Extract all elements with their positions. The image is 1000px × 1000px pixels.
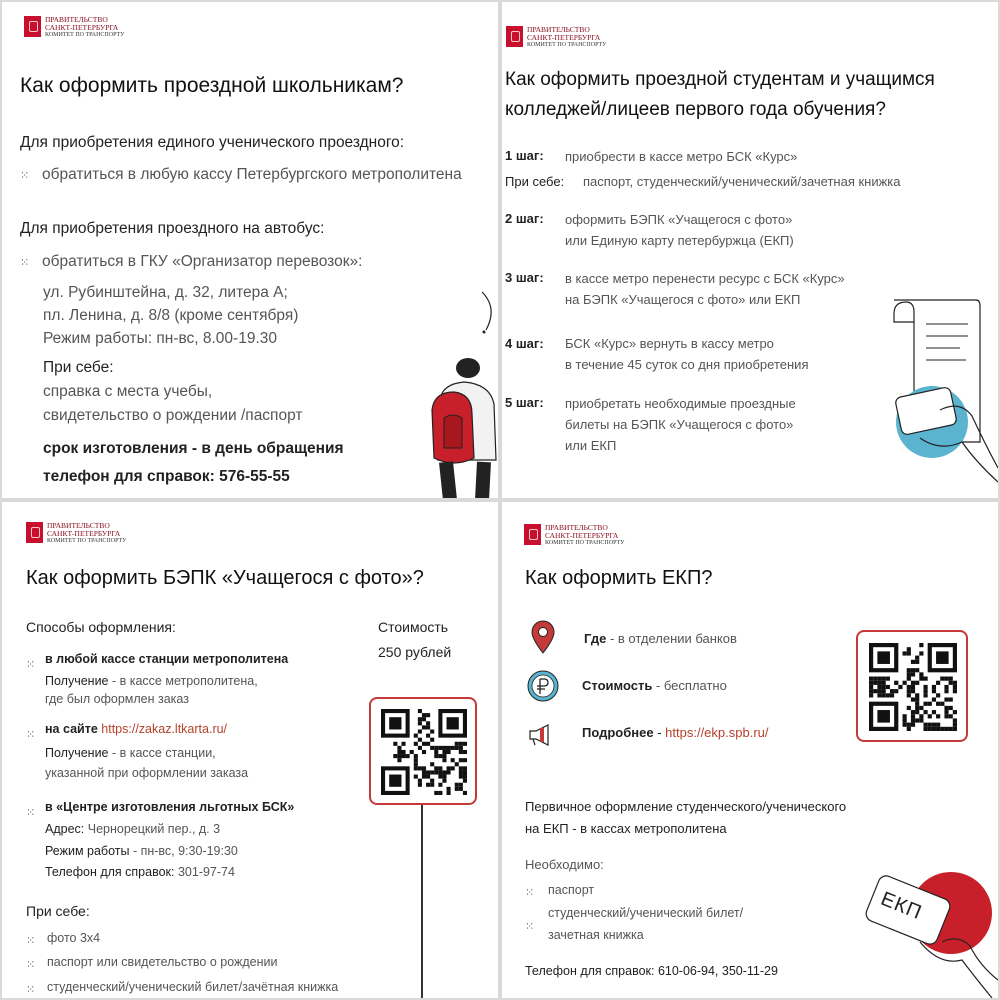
org-line2: САНКТ-ПЕТЕРБУРГА [527, 32, 601, 42]
bring-item: фото 3х4 [47, 931, 101, 945]
sign-pole [421, 802, 423, 998]
primary-text: Первичное оформление студенческого/ученического [525, 799, 847, 814]
where-row: Где - в отделении банков [584, 631, 737, 646]
step-text: на БЭПК «Учащегося с фото» или ЕКП [565, 292, 801, 307]
step-label: 5 шаг: [505, 395, 544, 410]
center-hours: Режим работы - пн-вс, 9:30-19:30 [45, 844, 238, 858]
step-text: в кассе метро перенести ресурс с БСК «Курс» [565, 271, 845, 286]
cost-row: Стоимость - бесплатно [582, 678, 727, 693]
org-line1: ПРАВИТЕЛЬСТВО [545, 523, 608, 532]
step-text: или ЕКП [565, 438, 617, 453]
center-address: Адрес: Чернорецкий пер., д. 3 [45, 822, 221, 836]
dotted-cross-icon: ⁙ [20, 170, 29, 182]
step-text: билеты на БЭПК «Учащегося с фото» [565, 417, 794, 432]
bring-item: свидетельство о рождении /паспорт [43, 407, 303, 424]
org-line2: САНКТ-ПЕТЕРБУРГА [45, 22, 119, 32]
dotted-cross-icon: ⁙ [26, 984, 35, 996]
org-line3: КОМИТЕТ ПО ТРАНСПОРТУ [527, 41, 607, 48]
gov-logo [24, 16, 124, 38]
panel-bepk [2, 502, 498, 998]
org-line3: КОМИТЕТ ПО ТРАНСПОРТУ [47, 537, 127, 544]
qr-code[interactable] [369, 697, 477, 805]
price-value: 250 рублей [378, 644, 452, 660]
primary-text: на ЕКП - в кассах метрополитена [525, 821, 727, 836]
need-label: Необходимо: [525, 857, 604, 872]
list-item: обратиться в ГКУ «Организатор перевозок»: [42, 253, 363, 270]
dotted-cross-icon: ⁙ [26, 729, 35, 741]
page-title-line2: колледжей/лицеев первого года обучения? [505, 99, 886, 120]
step-text: БСК «Курс» вернуть в кассу метро [565, 336, 774, 351]
step-label: 1 шаг: [505, 148, 544, 163]
org-line3: КОМИТЕТ ПО ТРАНСПОРТУ [545, 539, 625, 546]
panel-schoolchildren [2, 2, 498, 498]
org-line2: САНКТ-ПЕТЕРБУРГА [47, 528, 121, 538]
page-title: Как оформить ЕКП? [525, 567, 713, 589]
megaphone-icon [526, 723, 556, 747]
ruble-icon [526, 669, 560, 703]
coat-of-arms-icon [26, 522, 43, 543]
panel-students [502, 2, 998, 498]
site-link[interactable]: https://zakaz.ltkarta.ru/ [101, 722, 228, 736]
bring-label: При себе: [43, 359, 114, 376]
address-line: пл. Ленина, д. 8/8 (кроме сентября) [43, 307, 299, 324]
step-text: оформить БЭПК «Учащегося с фото» [565, 212, 793, 227]
dotted-cross-icon: ⁙ [26, 807, 35, 819]
need-item: зачетная книжка [548, 928, 644, 942]
step-label: 3 шаг: [505, 270, 544, 285]
need-item: студенческий/ученический билет/ [548, 906, 744, 920]
hours-line: Режим работы: пн-вс, 8.00-19.30 [43, 330, 277, 347]
step-text: или Единую карту петербуржца (ЕКП) [565, 233, 794, 248]
bring-item: паспорт или свидетельство о рождении [47, 955, 278, 969]
phone-text: телефон для справок: 576-55-55 [43, 468, 290, 485]
section-heading: Для приобретения единого ученического проездного: [20, 134, 405, 151]
way-title: на сайте https://zakaz.ltkarta.ru/ [45, 722, 228, 736]
phone-text: Телефон для справок: 610-06-94, 350-11-29 [525, 964, 778, 978]
org-line1: ПРАВИТЕЛЬСТВО [47, 521, 110, 530]
price-label: Стоимость [378, 619, 449, 635]
org-line1: ПРАВИТЕЛЬСТВО [527, 25, 590, 34]
student-backpack-illustration [420, 288, 498, 498]
section-heading: Для приобретения проездного на автобус: [20, 220, 325, 237]
way-title: в любой кассе станции метрополитена [45, 652, 289, 666]
way-detail: Получение - в кассе станции, [45, 746, 216, 760]
step-text: приобрести в кассе метро БСК «Курс» [565, 149, 798, 164]
page-title: Как оформить проездной школьникам? [20, 74, 404, 97]
bring-item: справка с места учебы, [43, 383, 213, 400]
dotted-cross-icon: ⁙ [26, 935, 35, 947]
ekp-link[interactable]: https://ekp.spb.ru/ [665, 725, 769, 740]
list-item: обратиться в любую кассу Петербургского метрополитена [42, 166, 462, 183]
bring-label: При себе: [26, 903, 90, 919]
coat-of-arms-icon [24, 16, 41, 37]
bring-text: паспорт, студенческий/ученический/зачетная книжка [583, 174, 901, 189]
center-phone: Телефон для справок: 301-97-74 [45, 865, 235, 879]
deadline-text: срок изготовления - в день обращения [43, 440, 344, 457]
location-pin-icon [528, 619, 558, 655]
qr-code[interactable] [856, 630, 968, 742]
org-line1: ПРАВИТЕЛЬСТВО [45, 15, 108, 24]
ways-label: Способы оформления: [26, 619, 176, 635]
coat-of-arms-icon [506, 26, 523, 47]
step-label: 4 шаг: [505, 336, 544, 351]
need-item: паспорт [548, 883, 595, 897]
gov-logo [506, 26, 606, 48]
ekp-card-illustration [862, 872, 998, 998]
dotted-cross-icon: ⁙ [525, 921, 534, 933]
bring-item: студенческий/ученический билет/зачётная книжка [47, 980, 339, 994]
step-text: в течение 45 суток со дня приобретения [565, 357, 809, 372]
address-line: ул. Рубинштейна, д. 32, литера А; [43, 284, 288, 301]
step-text: приобретать необходимые проездные [565, 396, 796, 411]
page-title: Как оформить проездной студентам и учащимся [505, 69, 935, 90]
more-row: Подробнее - https://ekp.spb.ru/ [582, 725, 769, 740]
panel-ekp [502, 502, 998, 998]
way-detail: указанной при оформлении заказа [45, 766, 249, 780]
qr-code-icon [869, 643, 957, 731]
org-line2: САНКТ-ПЕТЕРБУРГА [545, 530, 619, 540]
dotted-cross-icon: ⁙ [26, 959, 35, 971]
way-title: в «Центре изготовления льготных БСК» [45, 800, 295, 814]
dotted-cross-icon: ⁙ [525, 887, 534, 899]
step-label: 2 шаг: [505, 211, 544, 226]
dotted-cross-icon: ⁙ [26, 659, 35, 671]
coat-of-arms-icon [524, 524, 541, 545]
gov-logo [26, 522, 126, 544]
dotted-cross-icon: ⁙ [20, 257, 29, 269]
way-detail: где был оформлен заказ [45, 692, 189, 706]
page-title: Как оформить БЭПК «Учащегося с фото»? [26, 567, 424, 589]
ekp-card-label: ЕКП [877, 887, 926, 925]
org-line3: КОМИТЕТ ПО ТРАНСПОРТУ [45, 31, 125, 38]
bring-label: При себе: [505, 174, 565, 189]
document-card-illustration [880, 292, 998, 498]
qr-code-icon [381, 709, 467, 795]
way-detail: Получение - в кассе метрополитена, [45, 674, 258, 688]
gov-logo [524, 524, 624, 546]
